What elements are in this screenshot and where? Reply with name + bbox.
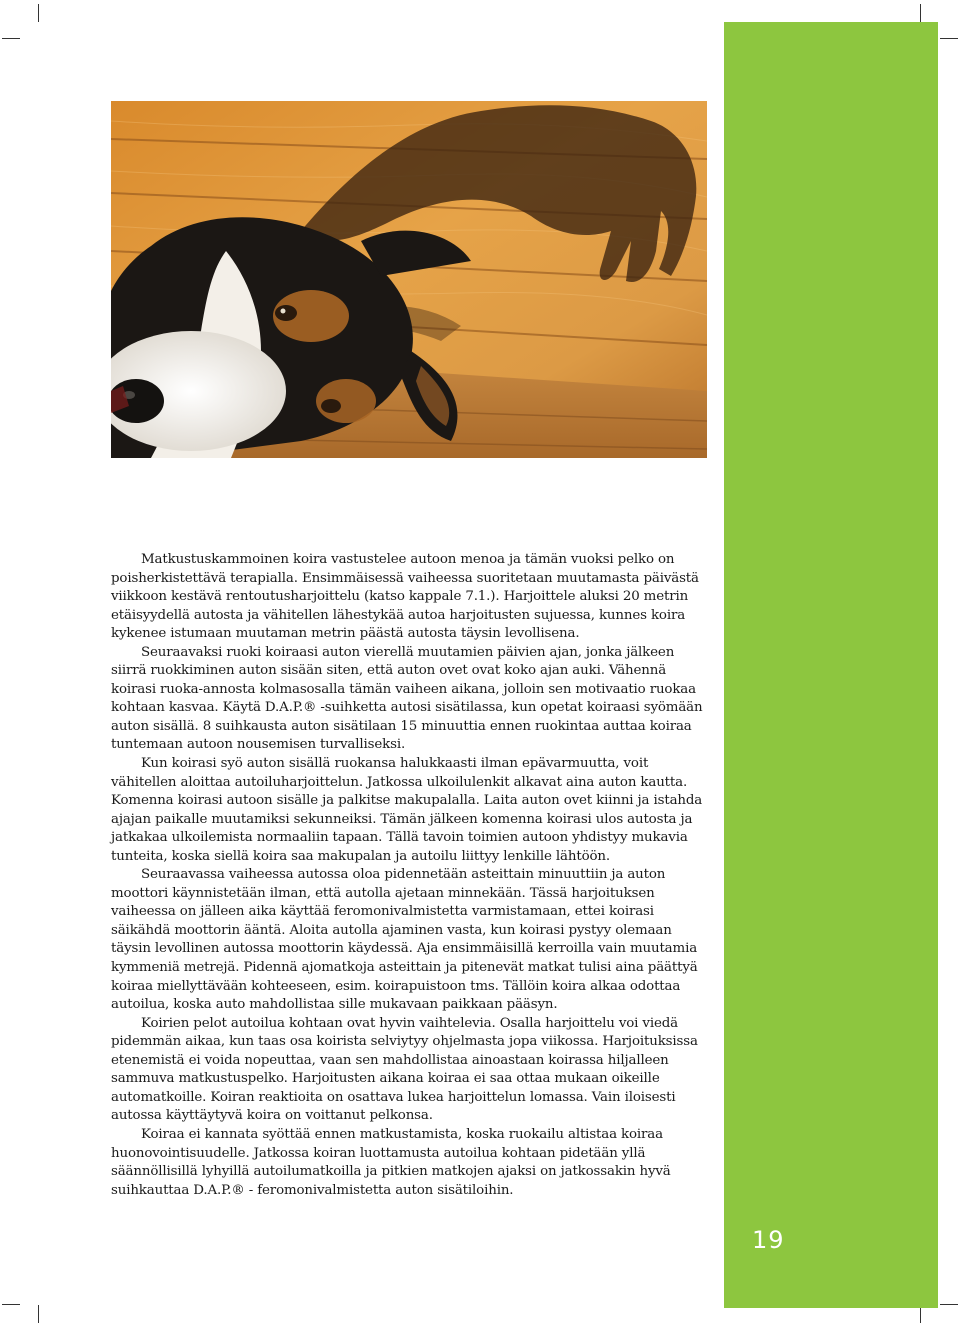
crop-mark-bottom-right-horizontal xyxy=(940,1304,958,1305)
body-text xyxy=(111,551,709,1200)
crop-mark-top-left-horizontal xyxy=(2,38,20,39)
paragraph-1: Matkustuskammoinen koira vastustelee autoon menoa ja tämän vuoksi pelko on poisherkistettävä terapialla. Ensimmäisessä vaiheessa suoritetaan muutamasta päivästä viikkoon kestävä rentoutusharjoittelu (katso kappale 7.1.). Harjoittele aluksi 20 metrin etäisyydellä autosta ja vähitellen lähestykää autoa harjoitusten sujuessa, kunnes koira kykenee istumaan muutaman metrin päästä autosta täysin levollisena. xyxy=(111,552,699,642)
crop-mark-bottom-left-horizontal xyxy=(2,1304,20,1305)
paragraph-4: Seuraavassa vaiheessa autossa oloa pidennetään asteittain minuuttiin ja auton moottori käynnistetään ilman, että autolla ajetaan minnekään. Tässä harjoituksen vaiheessa on jälleen aika käyttää feromonivalmistetta varmistamaan, ettei koirasi säikähdä moottorin ääntä. Aloita autolla ajaminen vasta, kun koirasi pystyy olemaan täysin levollinen autossa moottorin käydessä. Aja ensimmäisillä kerroilla vain muutamia kymmeniä metrejä. Pidennä ajomatkoja asteittain ja pitenevät matkat tulisi aina päättyä koiraa miellyttävään kohteeseen, esim. koirapuistoon tms. Tällöin koira alkaa odottaa autoilua, koska auto mahdollistaa sille mukavaan paikkaan pääsyn. xyxy=(111,867,698,1013)
page-number: 19 xyxy=(752,1226,785,1254)
paragraph-3: Kun koirasi syö auton sisällä ruokansa halukkaasti ilman epävarmuutta, voit vähitellen aloittaa autoiluharjoittelun. Jatkossa ulkoilulenkit alkavat aina auton kautta. Komenna koirasi autoon sisälle ja palkitse makupalalla. Laita auton ovet kiinni ja istahda ajajan paikalle muutamiksi sekunneiksi. Tämän jälkeen komenna koirasi ulos autosta ja jatkakaa ulkoilemista normaaliin tapaan. Tällä tavoin toimien autoon yhdistyy mukavia tunteita, koska siellä koira saa makupalan ja autoilu liittyy lenkille lähtöön. xyxy=(111,756,703,864)
green-sidebar xyxy=(724,22,938,1308)
crop-mark-top-right-vertical xyxy=(920,4,921,22)
paragraph-6: Koiraa ei kannata syöttää ennen matkustamista, koska ruokailu altistaa koiraa huonovointisuudelle. Jatkossa koiran luottamusta autoilua kohtaan pidetään yllä säännöllisillä lyhyillä autoilumatkoilla ja pitkien matkojen ajaksi on jatkossakin hyvä suihkauttaa D.A.P.® - feromonivalmistetta auton sisätiloihin. xyxy=(111,1126,671,1198)
paragraph-2: Seuraavaksi ruoki koiraasi auton vierellä muutamien päivien ajan, jonka jälkeen siirrä ruokkiminen auton sisään siten, että auton ovet ovat koko ajan auki. Vähennä koirasi ruoka-annosta kolmasosalla tämän vaiheen aikana, jolloin sen motivaatio ruokaa kohtaan kasvaa. Käytä D.A.P.® -suihketta autosi sisätilassa, kun opetat koiraasi syömään auton sisällä. 8 suihkausta auton sisätilaan 15 minuuttia ennen ruokintaa auttaa koiraa tuntemaan autoon nousemisen turvalliseksi. xyxy=(111,644,703,753)
crop-mark-top-left-vertical xyxy=(38,4,39,22)
dog-photo xyxy=(111,101,707,458)
paragraph-5: Koirien pelot autoilua kohtaan ovat hyvin vaihtelevia. Osalla harjoittelu voi viedä pidemmän aikaa, kun taas osa koirista selviytyy ohjelmasta jopa viikossa. Harjoituksissa etenemistä ei voida nopeuttaa, vaan sen mahdollistaa ainoastaan koirassa hiljalleen sammuva matkustuspelko. Harjoitusten aikana koiraa ei saa ottaa mukaan oikeille automatkoille. Koiran reaktioita on osattava lukea harjoittelun lomassa. Vain iloisesti autossa käyttäytyvä koira on voittanut pelkonsa. xyxy=(111,1015,698,1124)
crop-mark-top-right-horizontal xyxy=(940,38,958,39)
crop-mark-bottom-left-vertical xyxy=(38,1305,39,1323)
